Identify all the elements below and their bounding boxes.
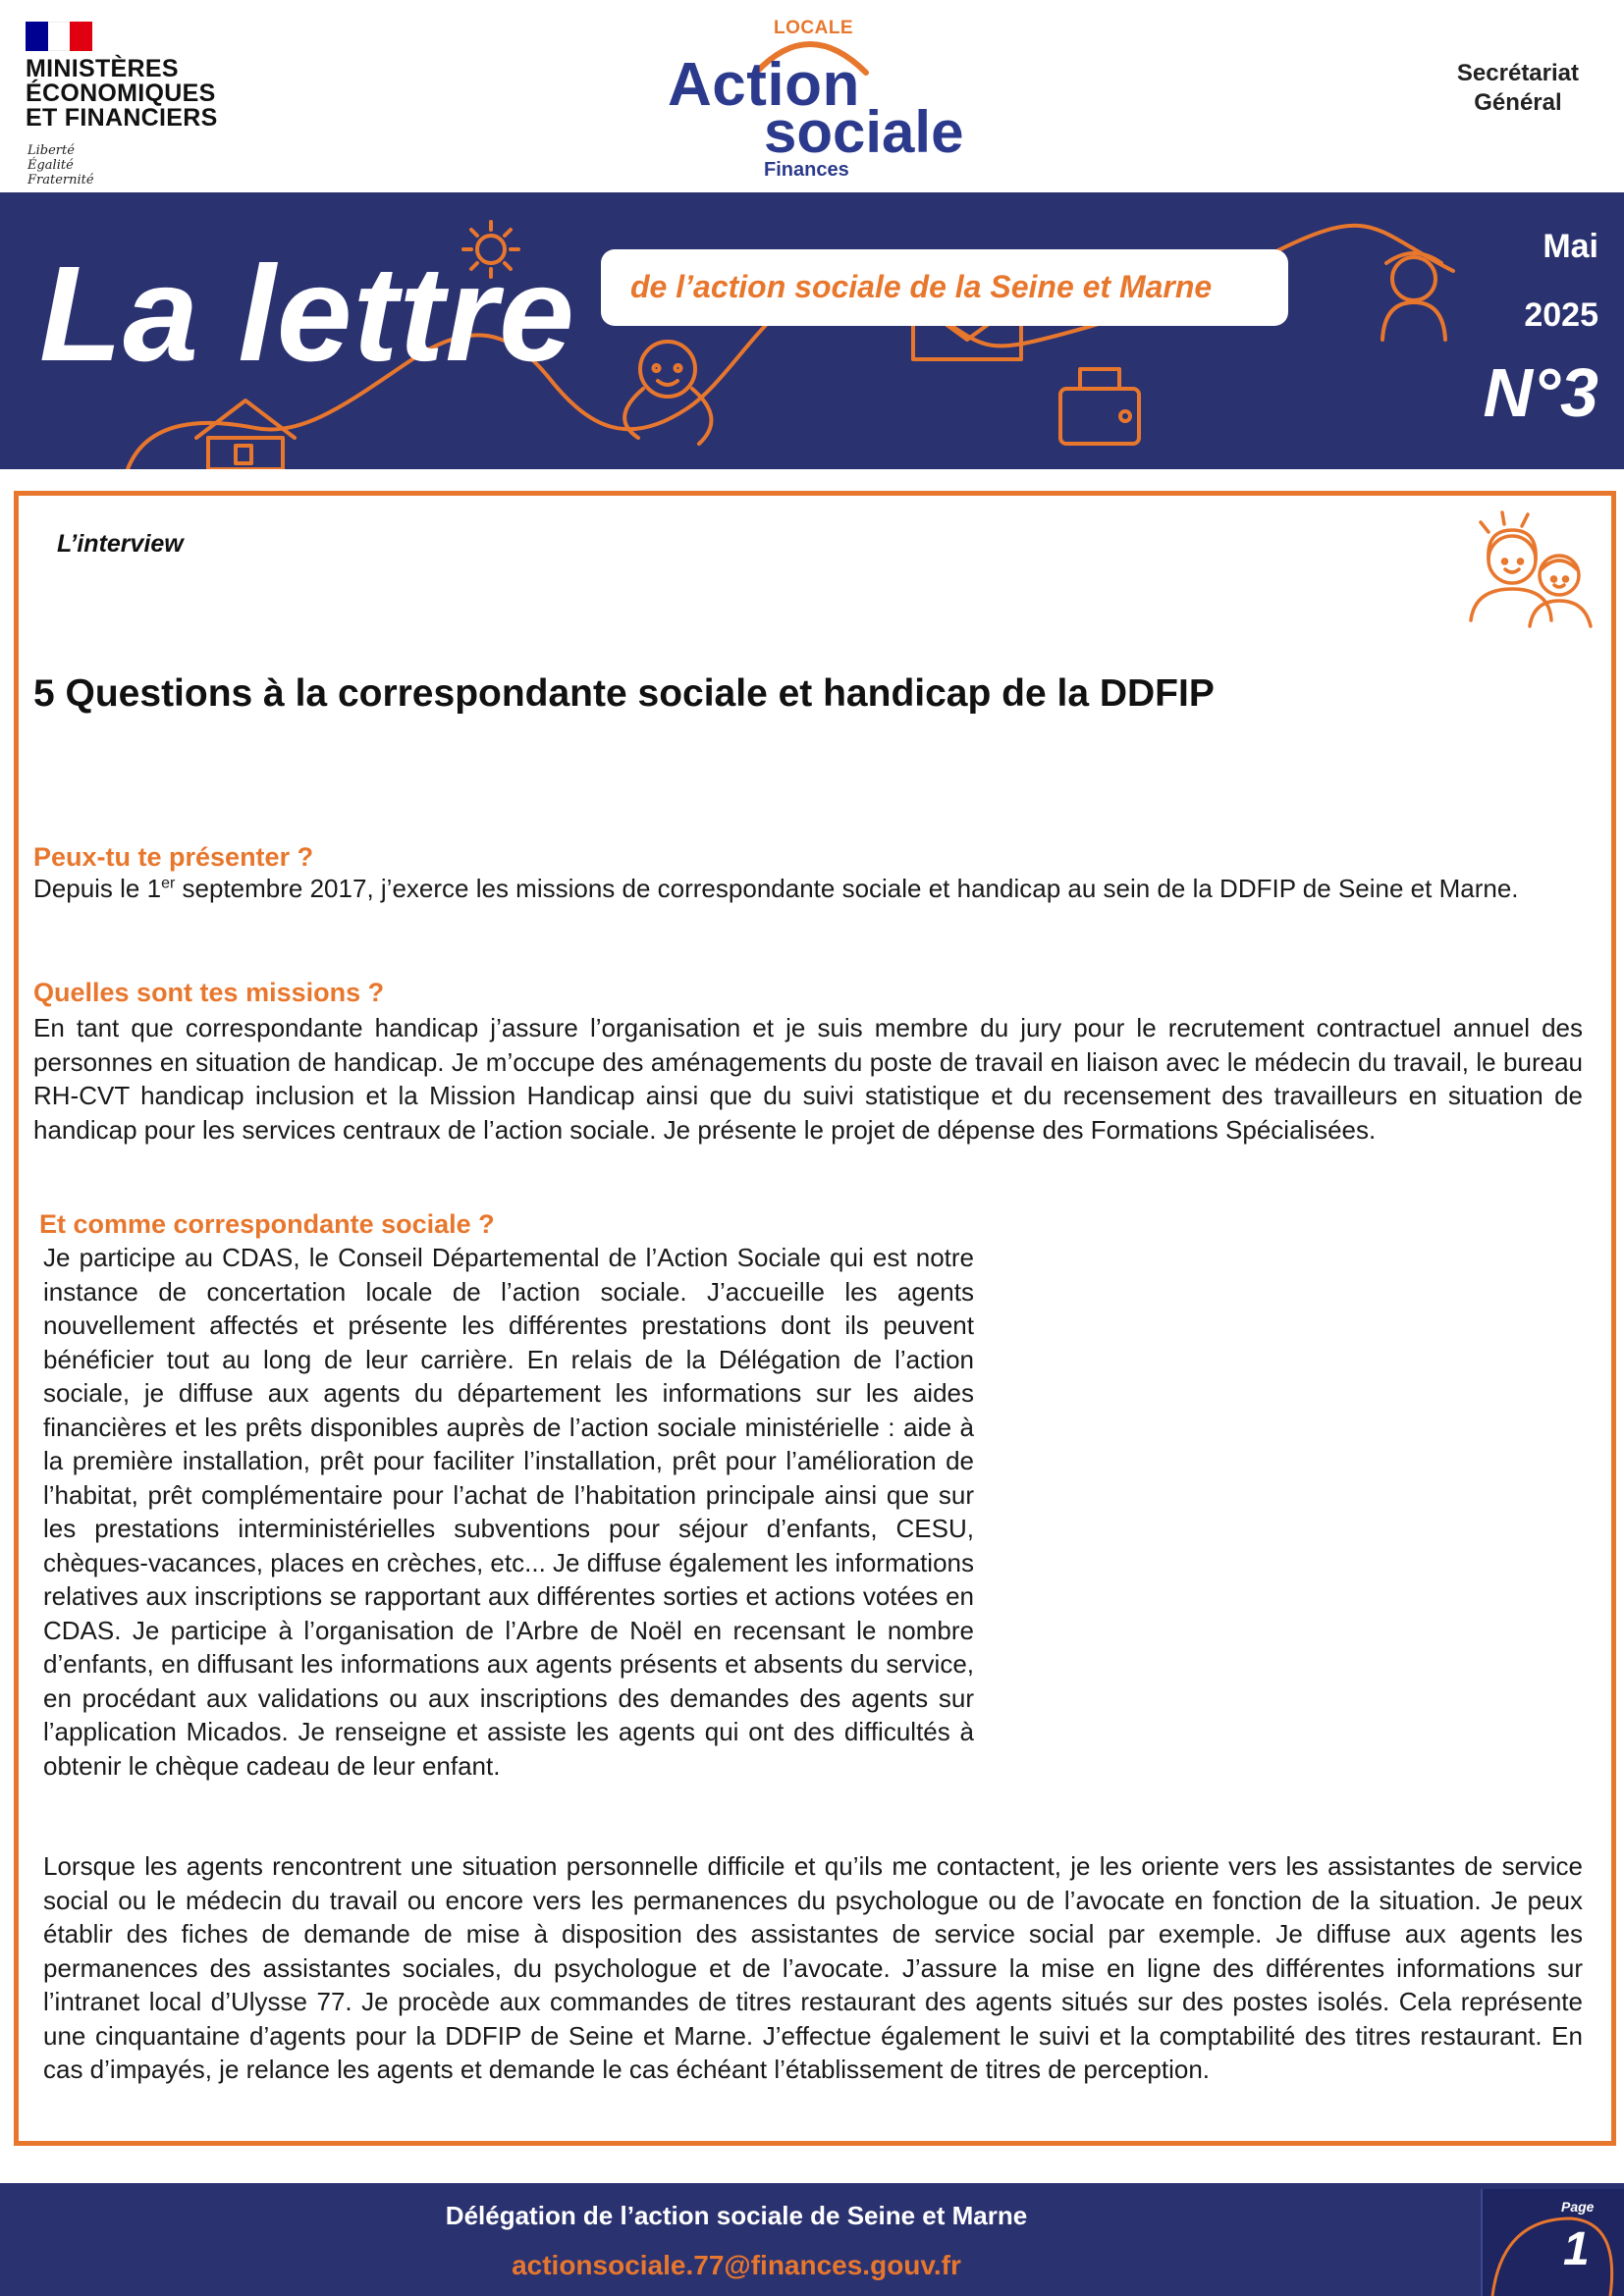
question-3: Et comme correspondante sociale ?: [39, 1209, 495, 1239]
page-number: 1: [1563, 2223, 1590, 2275]
marianne-flag-icon: [26, 22, 92, 51]
house-icon: [196, 400, 295, 469]
logo-sociale: sociale: [764, 99, 964, 165]
answer-2: En tant que correspondante handicap j’assure l’organisation et je suis membre du jury pour le recrutement contractuel annuel des personnes en situation de handicap. Je m’occupe des aménagements du poste de travail en liaison avec le médecin du travail, le bureau RH-CVT handicap inclusion et la Mission Handicap ainsi que du suivi statistique et du recensement des travailleurs en situation de handicap pour les services centraux de l’action sociale. Je présente le projet de dépense des Formations Spécialisées.: [33, 1013, 1583, 1145]
logo-finances: Finances: [764, 159, 849, 181]
nurse-icon: [1382, 253, 1445, 340]
action-sociale-logo: [668, 12, 964, 181]
newsletter-title: La lettre: [39, 239, 575, 390]
answer-3: Je participe au CDAS, le Conseil Départemental de l’Action Sociale qui est notre instance de concertation locale de l’action sociale. J’accueille les agents nouvellement affectés et présente les différentes prestations dont ils peuvent bénéficier tout au long de leur carrière. En relais de la Délégation de l’action sociale, je diffuse aux agents du département les informations sur les aides financières et les prêts disponibles auprès de l’action sociale ministérielle : aide à la première installation, prêt pour faciliter l’installation, prêt pour l’amélioration de l’habitat, prêt complémentaire pour l’achat de l’habitation principale ainsi que sur les prestations interministérielles subventions pour séjour d’enfants, CESU, chèques-vacances, places en crèches, etc... Je diffuse également les informations relatives aux inscriptions se rapportant aux différentes sorties et actions votées en CDAS. Je participe à l’organisation de l’Arbre de Noël en recensant le nombre d’enfants, en diffusant les informations aux agents présents et absents du service, en procédant aux validations ou aux inscriptions des demandes des agents sur l’application Micados. Je renseigne et assiste les agents qui ont des difficultés à obtenir le chèque cadeau de leur enfant.: [43, 1243, 974, 1781]
logo-locale: LOCALE: [774, 18, 854, 38]
answer-4: Lorsque les agents rencontrent une situation personnelle difficile et qu’ils me contactent, je les oriente vers les assistantes de service social ou le médecin du travail ou encore vers les permanences du psychologue ou de l’avocate en fonction de la situation. Je peux établir des fiches de demande de mise à disposition des assistantes de service social par exemple. Je diffuse aux agents les permanences des assistantes sociales, du psychologue et de l’avocate. J’assure la mise en ligne des différentes informations sur l’intranet local d’Ulysse 77. Je procède aux commandes de titres restaurant des agents situés sur des postes isolés. Cela représente une cinquantaine d’agents pour la DDFIP de Seine et Marne. J’effectue également le suivi et la comptabilité des titres restaurant. En cas d’impayés, je relance les agents et demande le cas échéant l’établissement de titres de perception.: [43, 1851, 1583, 2084]
newsletter-banner: [0, 192, 1624, 469]
ministry-name: MINISTÈRES ÉCONOMIQUES ET FINANCIERS: [26, 55, 218, 132]
footer-email-link[interactable]: actionsociale.77@finances.gouv.fr: [512, 2250, 961, 2280]
page-footer: [0, 2183, 1624, 2296]
secretariat-label: Secrétariat Général: [1456, 60, 1579, 116]
subtitle-box: [601, 249, 1288, 326]
republic-motto: Liberté Égalité Fraternité: [27, 143, 94, 187]
issue-year: 2025: [1524, 296, 1598, 334]
page-indicator: [1481, 2189, 1624, 2296]
page-label: Page: [1561, 2199, 1595, 2215]
people-icon: [1461, 505, 1598, 632]
question-2: Quelles sont tes missions ?: [33, 978, 385, 1007]
logo-action: Action: [668, 51, 860, 119]
newsletter-subtitle: de l’action sociale de la Seine et Marne: [630, 269, 1213, 304]
article-title: 5 Questions à la correspondante sociale et handicap de la DDFIP: [33, 672, 1215, 715]
section-label: L’interview: [57, 530, 184, 558]
page-arc-icon: [1483, 2189, 1624, 2296]
question-1: Peux-tu te présenter ?: [33, 842, 314, 872]
issue-month: Mai: [1543, 228, 1598, 265]
footer-organisation: Délégation de l’action sociale de Seine et Marne: [445, 2201, 1028, 2230]
issue-number: N°3: [1483, 354, 1598, 431]
answer-1: Depuis le 1er septembre 2017, j’exerce les missions de correspondante sociale et handicap au sein de la DDFIP de Seine et Marne.: [33, 874, 1519, 903]
wallet-icon: [1060, 369, 1139, 444]
